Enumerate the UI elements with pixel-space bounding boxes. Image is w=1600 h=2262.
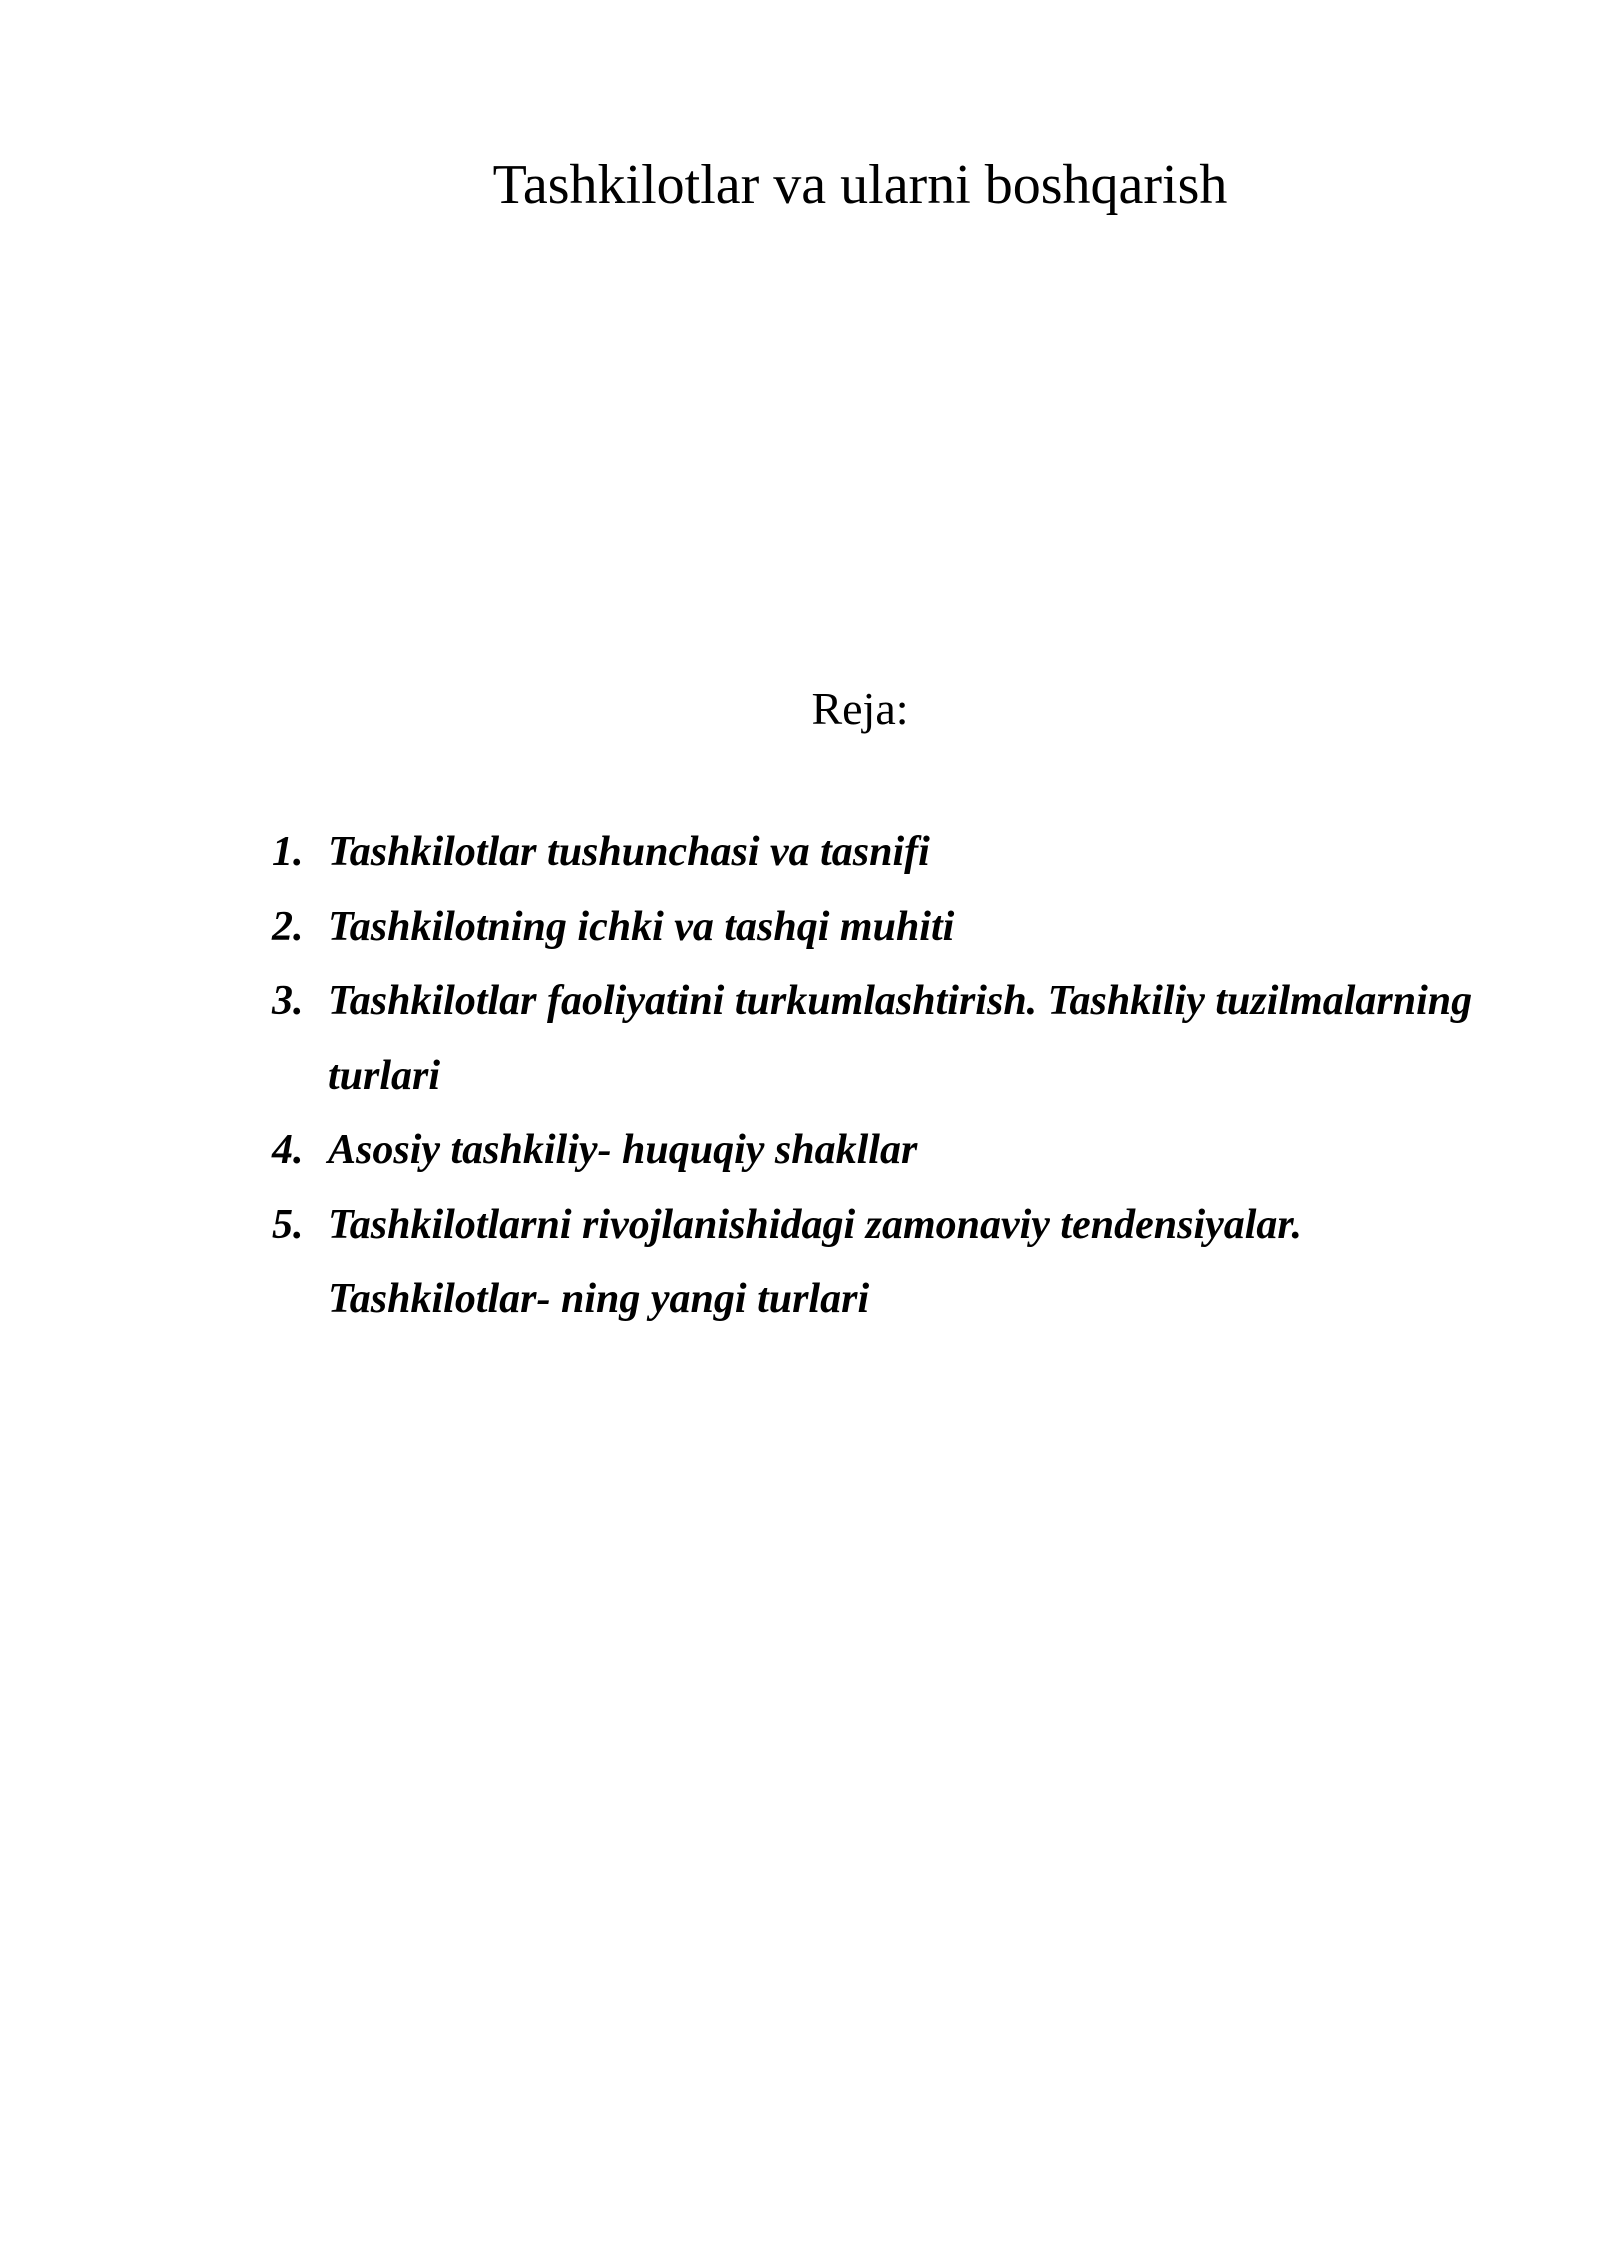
plan-item-number: 3. [272, 978, 304, 1024]
document-title: Tashkilotlar va ularni boshqarish [492, 154, 1228, 216]
plan-item-text: Tashkilotlar tushunchasi va tasnifi [328, 829, 930, 875]
plan-item-3 [272, 964, 1532, 1113]
plan-item-number: 1. [272, 829, 304, 875]
plan-item-text: Tashkilotlar faoliyatini turkumlashtirish. Tashkiliy tuzilmalarning turlari [328, 978, 1473, 1099]
plan-item-number: 2. [272, 903, 304, 950]
plan-list [272, 815, 1532, 1337]
plan-item-1 [272, 815, 1532, 890]
plan-item-number: 5. [272, 1201, 304, 1248]
plan-item-number: 4. [272, 1127, 304, 1173]
plan-item-2 [272, 890, 1532, 965]
plan-item-text: Tashkilotlarni rivojlanishidagi zamonaviy tendensiyalar. Tashkilotlar- ning yangi turlari [328, 1201, 1302, 1322]
plan-item-4 [272, 1113, 1532, 1188]
plan-heading: Reja: [811, 683, 909, 734]
plan-item-text: Tashkilotning ichki va tashqi muhiti [328, 903, 955, 950]
plan-item-text: Asosiy tashkiliy- huquqiy shakllar [328, 1127, 918, 1173]
plan-item-5 [272, 1188, 1532, 1337]
